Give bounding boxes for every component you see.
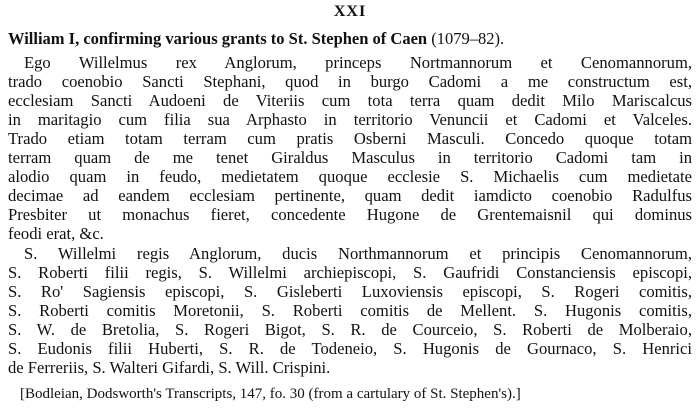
text-line: S. Roberti comitis Moretonii, S. Roberti comitis de Mellent. S. Hugonis comitis, — [8, 301, 692, 320]
text-line: alodio quam in feudo, medietatem quoque ecclesie S. Michaelis cum medietate — [8, 167, 692, 186]
charter-text-paragraph — [8, 53, 692, 243]
text-line: de Ferreriis, S. Walteri Gifardi, S. Will. Crispini. — [8, 358, 331, 377]
text-line: in maritagio cum filia sua Arphasto in territorio Venuncii et Cadomi et Valceles. — [8, 110, 692, 129]
charter-heading-title: William I, confirming various grants to St. Stephen of Caen — [8, 29, 428, 48]
text-line: S. Roberti filii regis, S. Willelmi archiepiscopi, S. Gaufridi Constanciensis episcopi, — [8, 263, 692, 282]
text-line: Ego Willelmus rex Anglorum, princeps Nortmannorum et Cenomannorum, — [24, 53, 692, 72]
text-line: decimae ad eandem ecclesiam pertinente, quam dedit iamdicto coenobio Radulfus — [8, 186, 692, 205]
text-line: feodi erat, &c. — [8, 224, 104, 243]
text-line: S. Eudonis filii Huberti, S. R. de Todeneio, S. Hugonis de Gournaco, S. Henrici — [8, 339, 692, 358]
text-line: terram quam de me tenet Giraldus Masculus in territorio Cadomi tam in — [8, 148, 692, 167]
text-line: S. Ro' Sagiensis episcopi, S. Gisleberti Luxoviensis episcopi, S. Rogeri comitis, — [8, 282, 692, 301]
text-line: S. W. de Bretolia, S. Rogeri Bigot, S. R. de Courceio, S. Roberti de Molberaio, — [8, 320, 692, 339]
charter-heading — [8, 29, 694, 49]
charter-number: XXI — [333, 3, 367, 20]
text-line: S. Willelmi regis Anglorum, ducis Northmannorum et principis Cenomannorum, — [24, 244, 692, 263]
text-line: Trado etiam totam terram cum pratis Osberni Masculi. Concedo quoque totam — [8, 129, 692, 148]
charter-heading-date: (1079–82). — [427, 29, 505, 48]
text-line: Presbiter ut monachus fieret, concedente Hugone de Grentemaisnil qui dominus — [8, 205, 692, 224]
witness-list-paragraph — [8, 244, 692, 377]
text-line: trado coenobio Sancti Stephani, quod in burgo Cadomi a me constructum est, — [8, 72, 692, 91]
text-line: ecclesiam Sancti Audoeni de Viteriis cum tota terra quam dedit Milo Mariscalcus — [8, 91, 692, 110]
source-citation: [Bodleian, Dodsworth's Transcripts, 147, fo. 30 (from a cartulary of St. Stephen's).] — [20, 386, 521, 402]
